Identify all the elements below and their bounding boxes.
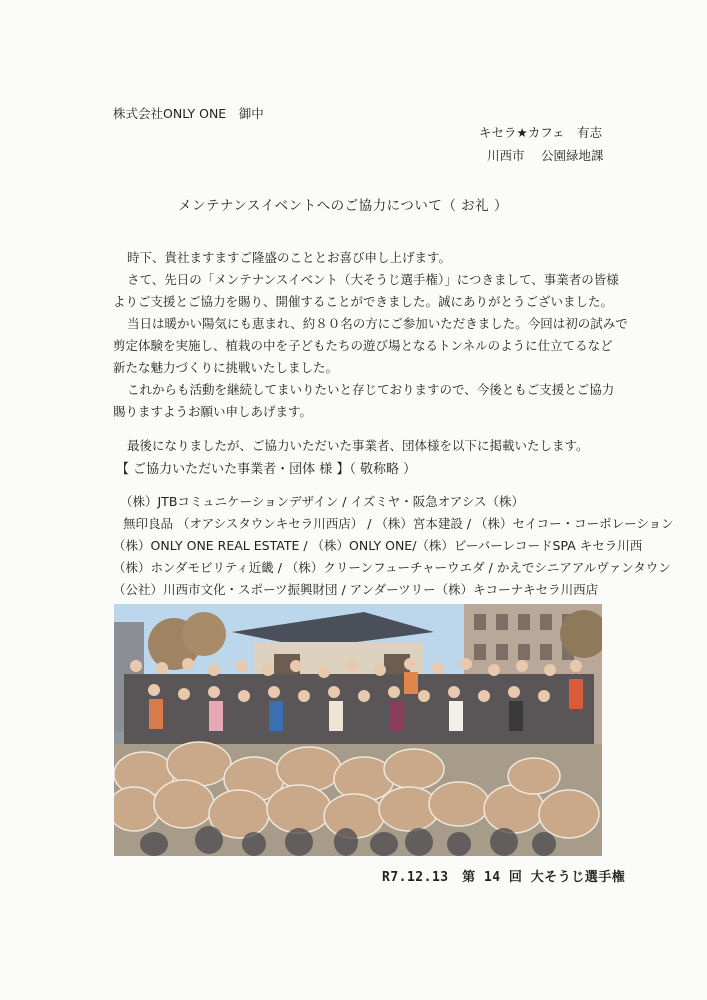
paragraph-line: さて、先日の「メンテナンスイベント（大そうじ選手権）」につきまして、事業者の皆様	[127, 272, 619, 287]
sponsor-line: （株）ONLY ONE REAL ESTATE / （株）ONLY ONE/（株）ビーバーレコードSPA キセラ川西	[113, 538, 643, 553]
sender-line-2: 川西市 公園緑地課	[487, 148, 604, 163]
sponsor-line: （公社）川西市文化・スポーツ振興財団 / アンダーツリー（株）キコーナキセラ川西店	[113, 582, 599, 597]
paragraph-line: これからも活動を継続してまいりたいと存じておりますので、今後ともご支援とご協力	[127, 382, 615, 397]
sponsor-line: （株）ホンダモビリティ近畿 / （株）クリーンフューチャーウエダ / かえでシニアアルヴァンタウン	[113, 560, 671, 575]
photo-caption: R7.12.13 第 14 回 大そうじ選手権	[382, 870, 626, 885]
letter-title: メンテナンスイベントへのご協力について（ お礼 ）	[178, 198, 508, 214]
group-photo-illustration	[114, 604, 602, 856]
sponsor-line: 無印良品 （オアシスタウンキセラ川西店） / （株）宮本建設 / （株）セイコー・コーポレーション	[123, 516, 674, 531]
sender-line-1: キセラ★カフェ 有志	[479, 125, 603, 140]
sponsors-heading: 【 ご協力いただいた事業者・団体 様 】（ 敬称略 ）	[116, 462, 417, 477]
paragraph-line: 時下、貴社ますますご隆盛のこととお喜び申し上げます。	[127, 250, 452, 265]
paragraph-line: よりご支援とご協力を賜り、開催することができました。誠にありがとうございました。	[113, 294, 614, 309]
group-photo	[114, 604, 602, 856]
addressee: 株式会社ONLY ONE 御中	[113, 106, 264, 121]
paragraph-line: 新たな魅力づくりに挑戦いたしました。	[113, 360, 339, 375]
sponsor-line: （株）JTBコミュニケーションデザイン / イズミヤ・阪急オアシス（株）	[120, 494, 525, 509]
paragraph-line: 剪定体験を実施し、植栽の中を子どもたちの遊び場となるトンネルのように仕立てるなど	[113, 338, 613, 353]
paragraph-line: 当日は暖かい陽気にも恵まれ、約８０名の方にご参加いただきました。今回は初の試みで	[127, 316, 628, 331]
paragraph-line: 賜りますようお願い申しあげます。	[113, 404, 313, 419]
paragraph-line: 最後になりましたが、ご協力いただいた事業者、団体様を以下に掲載いたします。	[127, 438, 589, 453]
